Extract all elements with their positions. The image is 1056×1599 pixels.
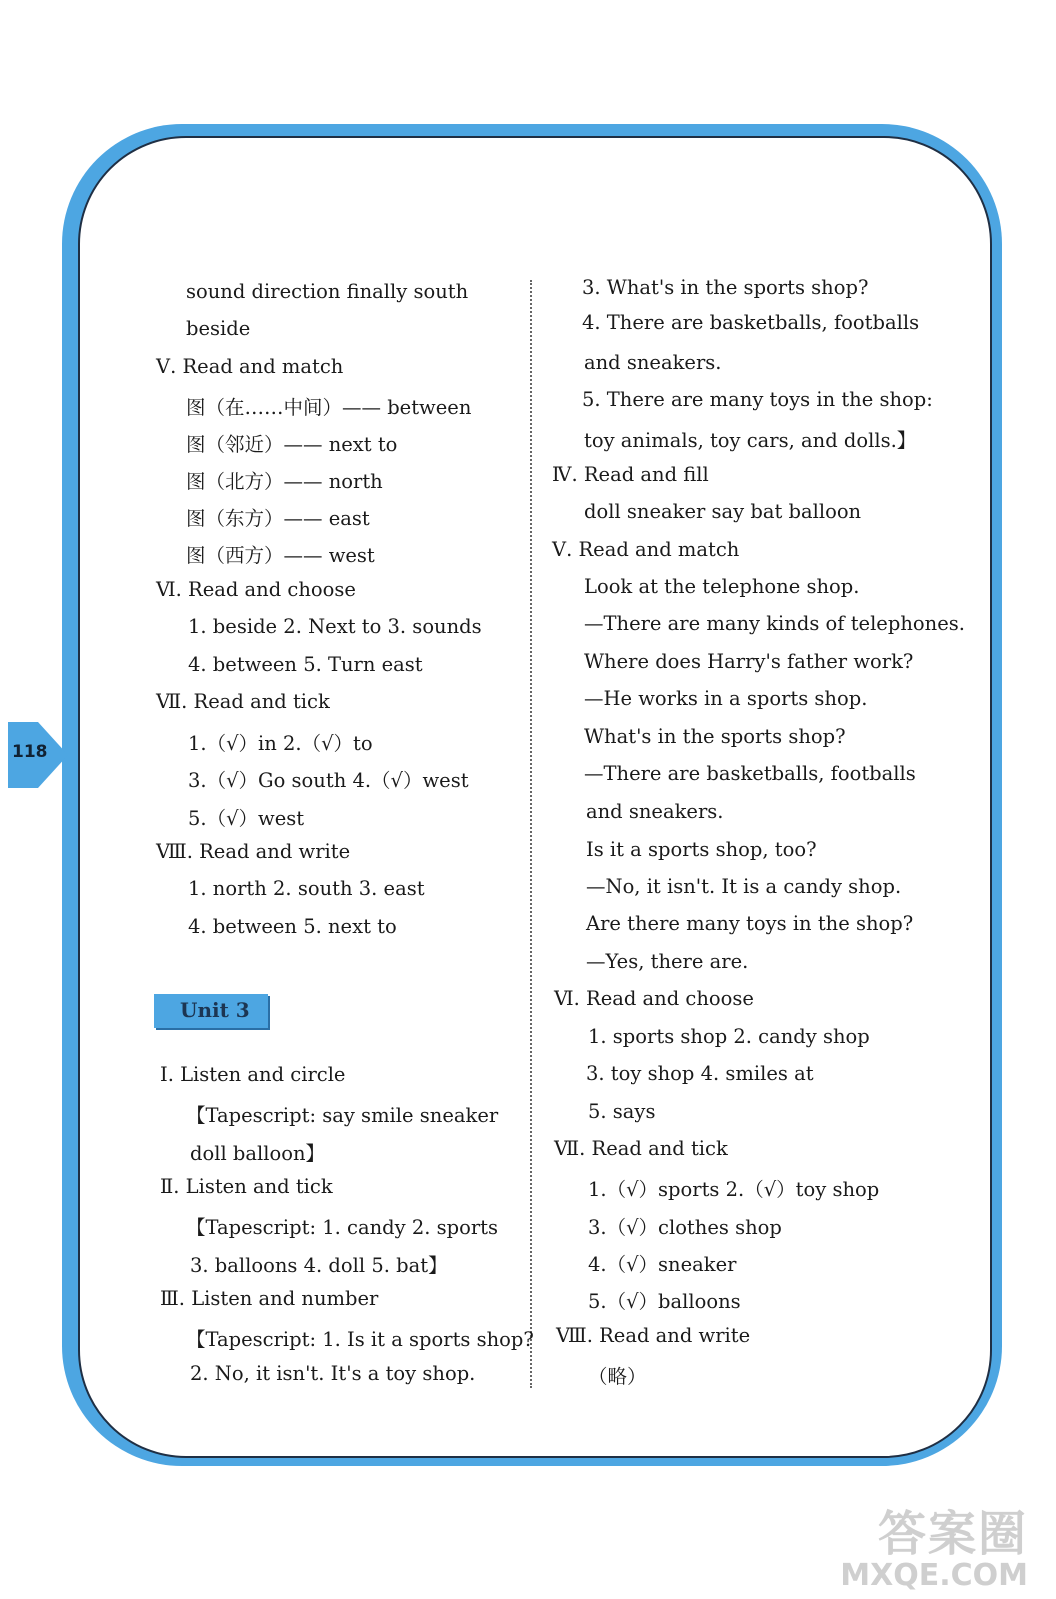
answer-line: 1. north 2. south 3. east	[188, 877, 425, 900]
answer-line: （略）	[588, 1365, 647, 1388]
section-heading: Ⅰ. Listen and circle	[160, 1063, 346, 1086]
answer-line: 1.（√）in 2.（√）to	[188, 732, 373, 755]
answer-line: —He works in a sports shop.	[584, 687, 868, 710]
answer-line: 5.（√）balloons	[588, 1290, 741, 1313]
answer-line: —No, it isn't. It is a candy shop.	[586, 875, 902, 898]
answer-line: 图（邻近）—— next to	[186, 433, 398, 456]
answer-line: 图（西方）—— west	[186, 544, 375, 567]
answer-line: Look at the telephone shop.	[584, 575, 860, 598]
answer-line: Where does Harry's father work?	[584, 650, 914, 673]
answer-line: 图（在……中间）—— between	[186, 396, 472, 419]
watermark	[840, 1495, 1028, 1593]
section-heading: Ⅶ. Read and tick	[156, 690, 330, 713]
answer-line: 1. sports shop 2. candy shop	[588, 1025, 870, 1048]
answer-line: 3. balloons 4. doll 5. bat】	[190, 1254, 448, 1277]
answer-line: —There are many kinds of telephones.	[584, 612, 965, 635]
section-heading: Ⅷ. Read and write	[156, 840, 351, 863]
section-heading: Ⅳ. Read and fill	[552, 463, 709, 486]
answer-line: What's in the sports shop?	[584, 725, 846, 748]
answer-line: 【Tapescript: 1. candy 2. sports	[186, 1216, 499, 1239]
watermark-logo-text: 答案圈	[877, 1506, 1028, 1562]
section-heading: Ⅲ. Listen and number	[160, 1287, 379, 1310]
answer-line: and sneakers.	[586, 800, 724, 823]
answer-line: 4.（√）sneaker	[588, 1253, 737, 1276]
answer-line: 5.（√）west	[188, 807, 305, 830]
answer-line: doll sneaker say bat balloon	[584, 500, 862, 523]
answer-line: 1.（√）sports 2.（√）toy shop	[588, 1178, 880, 1201]
answer-line: Is it a sports shop, too?	[586, 838, 817, 861]
answer-line: 4. There are basketballs, footballs	[582, 311, 920, 334]
answer-line: 5. There are many toys in the shop:	[582, 388, 933, 411]
section-heading: Ⅷ. Read and write	[556, 1324, 751, 1347]
answer-line: 2. No, it isn't. It's a toy shop.	[190, 1362, 476, 1385]
answer-line: 1. beside 2. Next to 3. sounds	[188, 615, 482, 638]
answer-line: and sneakers.	[584, 351, 722, 374]
answer-line: 【Tapescript: 1. Is it a sports shop?	[186, 1328, 534, 1351]
column-divider	[530, 280, 532, 1388]
page-number: 118	[12, 742, 48, 762]
answer-line: toy animals, toy cars, and dolls.】	[584, 429, 917, 452]
section-heading: Ⅴ. Read and match	[156, 355, 344, 378]
answer-line: 3.（√）Go south 4.（√）west	[188, 769, 469, 792]
watermark-url: MXQE.COM	[840, 1558, 1028, 1593]
answer-line: 5. says	[588, 1100, 656, 1123]
answer-line: doll balloon】	[190, 1142, 326, 1165]
answer-line: sound direction finally south	[186, 280, 469, 303]
answer-line: 图（北方）—— north	[186, 470, 383, 493]
answer-line: beside	[186, 317, 251, 340]
section-heading: Ⅵ. Read and choose	[554, 987, 754, 1010]
unit-label: Unit 3	[180, 998, 250, 1022]
section-heading: Ⅴ. Read and match	[552, 538, 740, 561]
answer-line: 【Tapescript: say smile sneaker	[186, 1104, 499, 1127]
answer-line: —There are basketballs, footballs	[584, 762, 916, 785]
section-heading: Ⅵ. Read and choose	[156, 578, 356, 601]
answer-line: —Yes, there are.	[586, 950, 749, 973]
answer-line: 图（东方）—— east	[186, 507, 370, 530]
section-heading: Ⅶ. Read and tick	[554, 1137, 728, 1160]
answer-line: Are there many toys in the shop?	[586, 912, 914, 935]
answer-line: 4. between 5. Turn east	[188, 653, 423, 676]
answer-line: 3. toy shop 4. smiles at	[586, 1062, 814, 1085]
answer-line: 3. What's in the sports shop?	[582, 276, 869, 299]
answer-line: 3.（√）clothes shop	[588, 1216, 782, 1239]
section-heading: Ⅱ. Listen and tick	[160, 1175, 333, 1198]
answer-line: 4. between 5. next to	[188, 915, 397, 938]
